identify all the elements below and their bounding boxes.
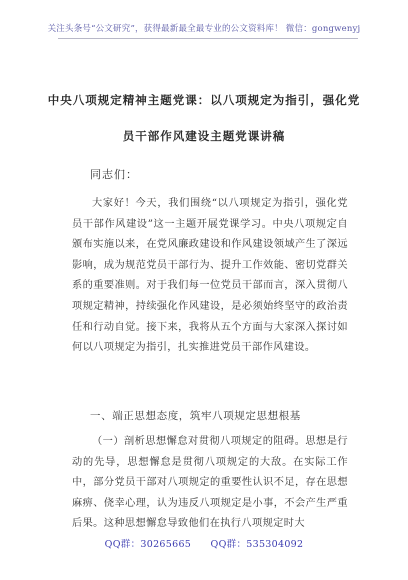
body-paragraph-intro: 大家好！今天，我们围绕“以八项规定为指引，强化党员干部作风建设”这一主题开展党课学习。中央八项规定自颁布实施以来，在党风廉政建设和作风建设领域产生了深远影响，成为规范党员干部行为、提升工作效能、密切党群关系的重要准则。对于我们每一位党员干部而言，深入贯彻八项规定精神，持续强化作风建设，是必须始终坚守的政治责任和行动自觉。接下来，我将从五个方面与大家深入探讨如何以八项规定为指引，扎实推进党员干部作风建设。 <box>72 198 348 354</box>
salutation: 同志们： <box>90 168 138 181</box>
footer-qq-groups <box>0 536 408 550</box>
header-divider <box>58 38 358 39</box>
body-paragraph-1-1: （一）剖析思想懈怠对贯彻八项规定的阻碍。思想是行动的先导，思想懈怠是贯彻八项规定的大敌。在实际工作中，部分党员干部对八项规定的重要性认识不足，存在思想麻痹、侥幸心理，认为违反八项规定是小事，不会产生严重后果。这种思想懈怠导致他们在执行八项规定时大 <box>72 436 348 530</box>
footer-qq-group-2: QQ群：535304092 <box>210 539 304 550</box>
header-promo-note: 关注头条号“公文研究”，获得最新最全最专业的公文资料库！ 微信：gongwenyj <box>47 24 361 34</box>
document-title-line-1: 中央八项规定精神主题党课：以八项规定为指引，强化党 <box>47 93 361 107</box>
section-heading-1: 一、端正思想态度，筑牢八项规定思想根基 <box>90 410 301 422</box>
footer-qq-group-1: QQ群：30265665 <box>104 539 192 550</box>
document-title-line-2: 员干部作风建设主题党课讲稿 <box>122 129 286 143</box>
